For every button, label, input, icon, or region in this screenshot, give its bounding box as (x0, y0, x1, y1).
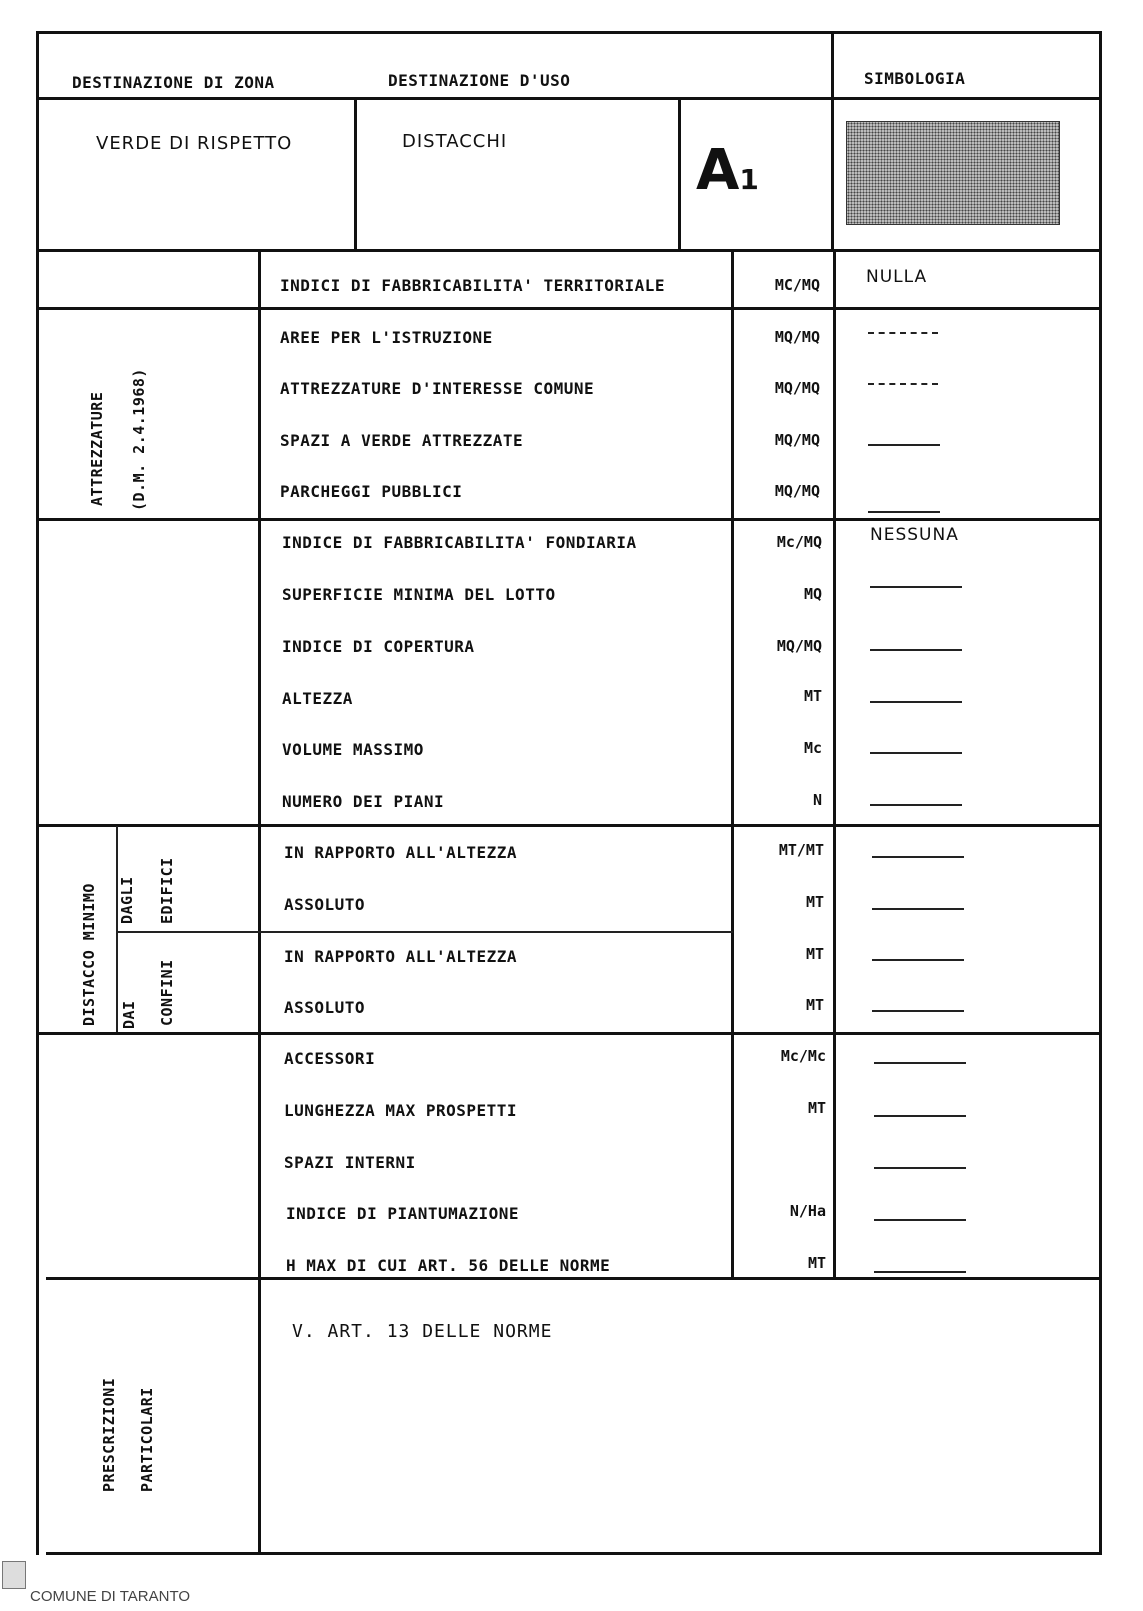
attrezzature-group-label: ATTREZZATURE (88, 391, 106, 506)
prescrizioni-label-2: PARTICOLARI (138, 1387, 156, 1492)
zone-divider-2 (678, 97, 681, 251)
distacco-row-label: ASSOLUTO (284, 998, 366, 1017)
attrezzature-row-blank (868, 511, 940, 513)
altri-row-unit: N/Ha (789, 1202, 826, 1220)
fondiaria-row-blank (870, 701, 962, 703)
attrezzature-row-label: PARCHEGGI PUBBLICI (280, 482, 463, 501)
header-destinazione-uso: DESTINAZIONE D'USO (388, 71, 571, 90)
fondiaria-row-unit: Mc (803, 739, 822, 757)
fondiaria-row-label: INDICE DI FABBRICABILITA' FONDIARIA (282, 533, 637, 552)
territoriale-value: NULLA (866, 267, 928, 287)
value-col-divider (833, 249, 836, 1279)
zone-code-number: 1 (739, 163, 759, 196)
attrezzature-row-label: AREE PER L'ISTRUZIONE (280, 328, 493, 347)
zone-divider-1 (354, 97, 357, 251)
header-line (36, 97, 1102, 100)
attrezzature-row-unit: MQ/MQ (774, 379, 820, 397)
attrezzature-row-label: SPAZI A VERDE ATTREZZATE (280, 431, 524, 450)
frame-right (1099, 31, 1102, 1555)
attrezzature-row-blank (868, 444, 940, 446)
altri-row-blank (874, 1167, 966, 1169)
distacco-edifici-label-1: DAGLI (118, 876, 136, 924)
distacco-row-blank (872, 908, 964, 910)
distacco-row-blank (872, 856, 964, 858)
fondiaria-row-unit: Mc/MQ (776, 533, 822, 551)
simbologia-swatch (846, 121, 1060, 225)
zone-code-letter: A (696, 138, 740, 203)
fondiaria-row-label: ALTEZZA (282, 689, 353, 708)
fondiaria-row-label: INDICE DI COPERTURA (282, 637, 475, 656)
zone-line (36, 249, 1102, 252)
territoriale-unit: MC/MQ (774, 276, 820, 294)
altri-row-label: LUNGHEZZA MAX PROSPETTI (284, 1101, 518, 1120)
altri-row-blank (874, 1219, 966, 1221)
territoriale-label: INDICI DI FABBRICABILITA' TERRITORIALE (280, 276, 666, 295)
label-col-divider (258, 249, 261, 1552)
altri-row-unit: MT (807, 1254, 826, 1272)
zone-code (696, 138, 759, 203)
altri-row-blank (874, 1271, 966, 1273)
fondiaria-row-blank (870, 752, 962, 754)
distacco-confini-label-1: DAI (120, 1000, 138, 1029)
fondiaria-row-label: VOLUME MASSIMO (282, 740, 424, 759)
distacco-row-unit: MT (805, 945, 824, 963)
distacco-row-unit: MT/MT (778, 841, 824, 859)
territoriale-line (36, 307, 1102, 310)
altri-row-unit: Mc/Mc (780, 1047, 826, 1065)
footer-comune: COMUNE DI TARANTO (30, 1588, 191, 1605)
zoning-form (36, 31, 1102, 1555)
attrezzature-row-dash (868, 383, 938, 385)
fondiaria-row-blank (870, 586, 962, 588)
prescrizioni-text: V. ART. 13 DELLE NORME (292, 1321, 553, 1342)
altri-row-label: H MAX DI CUI ART. 56 DELLE NORME (286, 1256, 611, 1275)
fondiaria-row-unit: MQ (803, 585, 822, 603)
altri-line (46, 1277, 1102, 1280)
distacco-row-blank (872, 959, 964, 961)
attrezzature-line (36, 518, 1102, 521)
attrezzature-row-label: ATTREZZATURE D'INTERESSE COMUNE (280, 379, 595, 398)
altri-row-label: SPAZI INTERNI (284, 1153, 416, 1172)
fondiaria-row-blank (870, 649, 962, 651)
fondiaria-row-unit: N (812, 791, 822, 809)
attrezzature-row-unit: MQ/MQ (774, 328, 820, 346)
distacco-row-unit: MT (805, 893, 824, 911)
prescrizioni-label-1: PRESCRIZIONI (100, 1377, 118, 1492)
distacco-line (36, 1032, 1102, 1035)
fondiaria-line (36, 824, 1102, 827)
distacco-row-label: IN RAPPORTO ALL'ALTEZZA (284, 947, 518, 966)
unit-col-divider (731, 249, 734, 1279)
attrezzature-group-sublabel: (D.M. 2.4.1968) (130, 368, 148, 511)
frame-left (36, 31, 39, 1555)
fondiaria-row-label: SUPERFICIE MINIMA DEL LOTTO (282, 585, 556, 604)
distacco-row-blank (872, 1010, 964, 1012)
frame-bottom (46, 1552, 1102, 1555)
distacco-row-label: ASSOLUTO (284, 895, 366, 914)
altri-row-label: ACCESSORI (284, 1049, 376, 1068)
fondiaria-row-value: NESSUNA (870, 525, 959, 545)
fondiaria-row-blank (870, 804, 962, 806)
comune-crest-icon (2, 1561, 26, 1589)
attrezzature-row-unit: MQ/MQ (774, 431, 820, 449)
fondiaria-row-unit: MQ/MQ (776, 637, 822, 655)
altri-row-unit: MT (807, 1099, 826, 1117)
fondiaria-row-unit: MT (803, 687, 822, 705)
distacco-row-unit: MT (805, 996, 824, 1014)
attrezzature-row-dash (868, 332, 938, 334)
altri-row-label: INDICE DI PIANTUMAZIONE (286, 1204, 520, 1223)
distacco-mid-line (116, 931, 733, 933)
frame-top (36, 31, 1102, 34)
zone-destinazione-zona: VERDE DI RISPETTO (96, 133, 293, 154)
fondiaria-row-label: NUMERO DEI PIANI (282, 792, 445, 811)
distacco-group-label: DISTACCO MINIMO (80, 883, 98, 1026)
zone-destinazione-uso: DISTACCHI (402, 131, 508, 152)
header-simbologia: SIMBOLOGIA (864, 69, 966, 88)
distacco-row-label: IN RAPPORTO ALL'ALTEZZA (284, 843, 518, 862)
altri-row-blank (874, 1062, 966, 1064)
altri-row-blank (874, 1115, 966, 1117)
header-divider (831, 31, 834, 251)
distacco-confini-label-2: CONFINI (158, 959, 176, 1026)
attrezzature-row-unit: MQ/MQ (774, 482, 820, 500)
header-destinazione-zona: DESTINAZIONE DI ZONA (72, 73, 275, 92)
distacco-edifici-label-2: EDIFICI (158, 857, 176, 924)
